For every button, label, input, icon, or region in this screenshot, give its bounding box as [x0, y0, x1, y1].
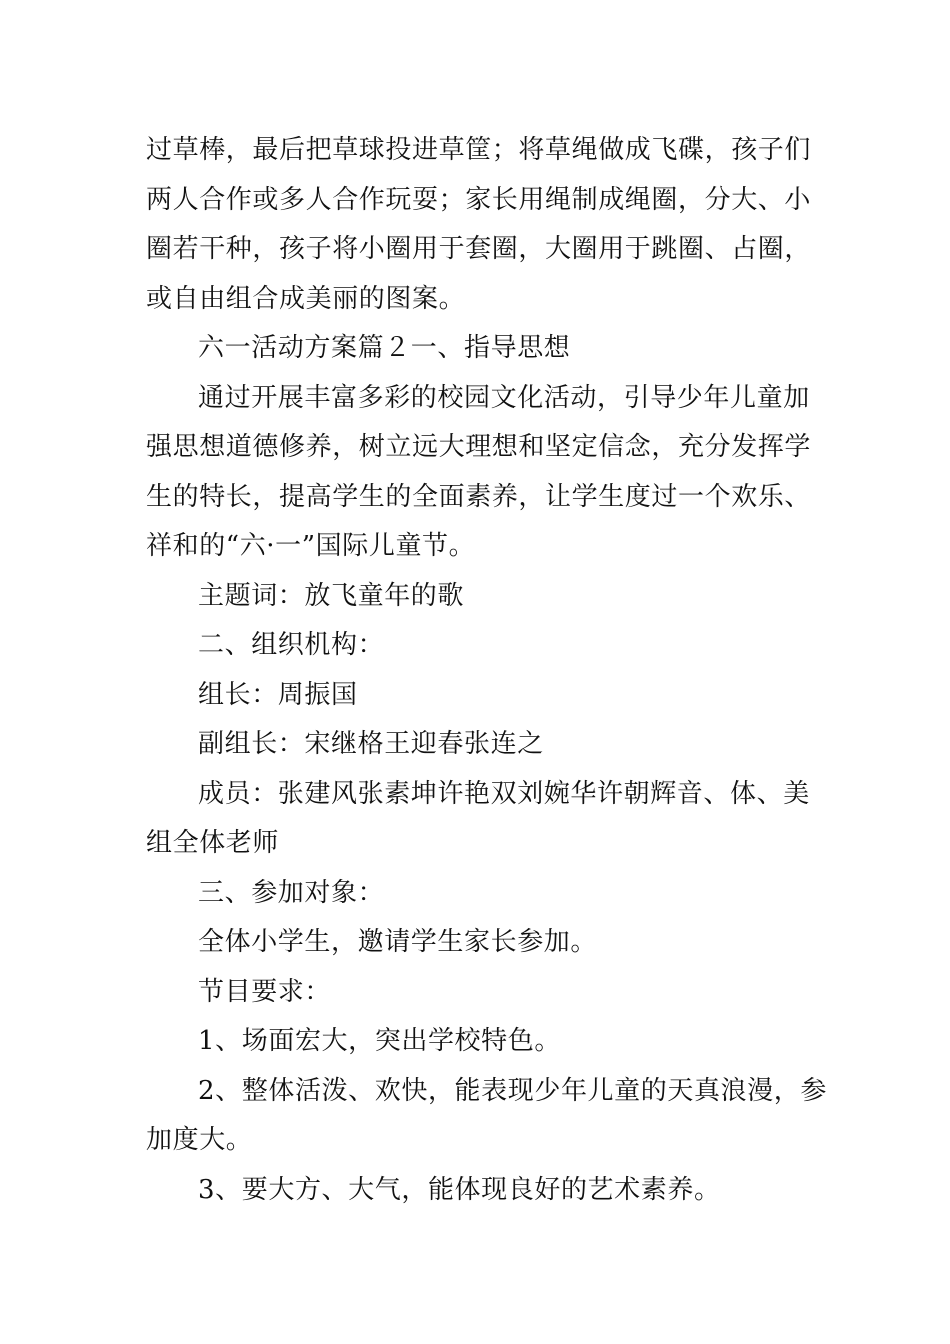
text-line: 加度大。 [146, 1125, 253, 1155]
members-paragraph [146, 770, 810, 869]
requirement-item-3: 3、要大方、大气，能体现良好的艺术素养。 [198, 1174, 721, 1205]
paragraph-grass-games [146, 126, 812, 324]
participants-heading: 三、参加对象： [198, 877, 385, 908]
requirements-heading: 节目要求： [198, 976, 332, 1007]
text-line: 两人合作或多人合作玩耍；家长用绳制成绳圈，分大、小 [146, 184, 812, 215]
organization-heading: 二、组织机构： [198, 630, 385, 660]
text-line: 成员：张建风张素坤许艳双刘婉华许朝辉音、体、美 [198, 778, 810, 809]
text-line: 或自由组合成美丽的图案。 [146, 283, 466, 314]
text-line: 过草棒，最后把草球投进草筐；将草绳做成飞碟，孩子们 [146, 135, 812, 165]
paragraph-guiding-thought [146, 374, 812, 572]
document-body [146, 126, 827, 1215]
deputy-leader-line: 副组长：宋继格王迎春张连之 [198, 729, 544, 759]
text-line: 组全体老师 [146, 828, 280, 858]
leader-line: 组长：周振国 [198, 679, 358, 710]
text-line: 祥和的“六·一”国际儿童节。 [146, 531, 476, 561]
text-line: 生的特长，提高学生的全面素养，让学生度过一个欢乐、 [146, 481, 812, 512]
text-line: 圈若干种，孩子将小圈用于套圈，大圈用于跳圈、占圈， [146, 234, 812, 264]
requirement-item-1: 1、场面宏大，突出学校特色。 [198, 1026, 561, 1056]
text-line: 强思想道德修养，树立远大理想和坚定信念，充分发挥学 [146, 432, 812, 462]
text-line: 2、整体活泼、欢快，能表现少年儿童的天真浪漫，参 [198, 1075, 827, 1106]
participants-line: 全体小学生，邀请学生家长参加。 [198, 927, 598, 957]
requirement-item-2 [146, 1067, 827, 1166]
theme-line: 主题词：放飞童年的歌 [198, 580, 465, 611]
text-line: 通过开展丰富多彩的校园文化活动，引导少年儿童加 [198, 382, 810, 413]
section-heading: 六一活动方案篇２一、指导思想 [198, 333, 571, 363]
